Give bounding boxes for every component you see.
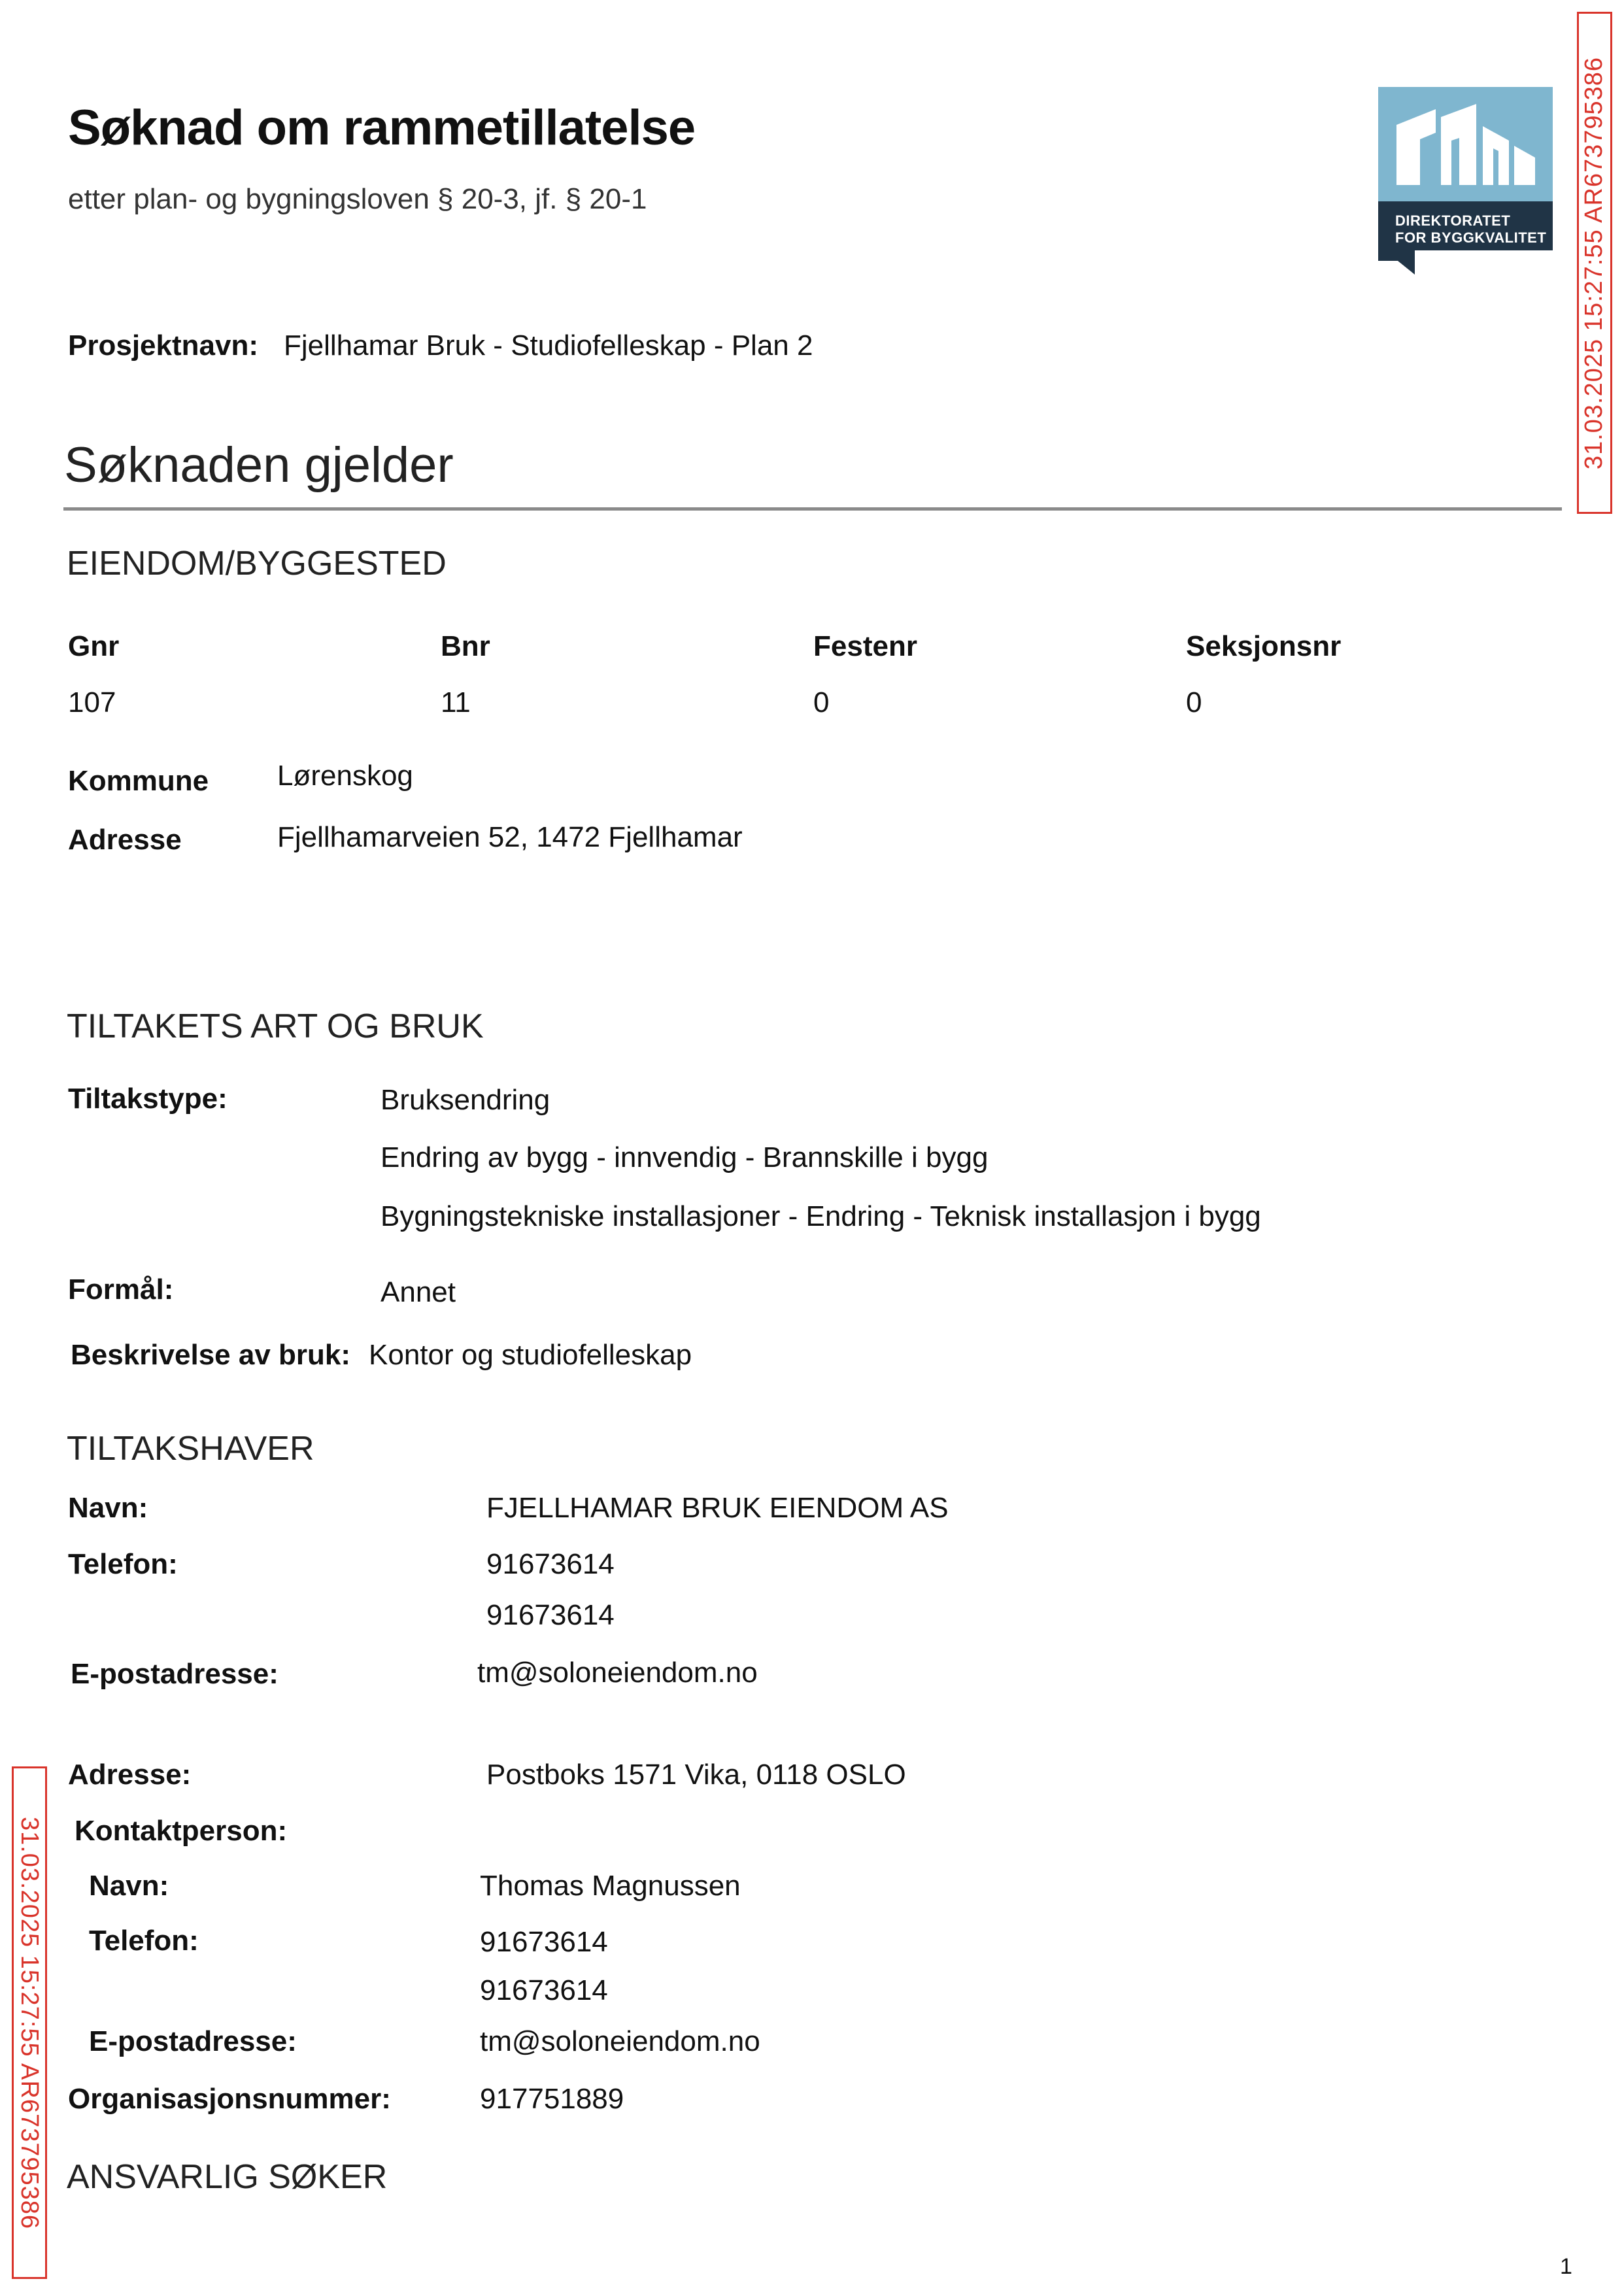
document-subtitle: etter plan- og bygningsloven § 20-3, jf. § 20-1: [68, 183, 647, 215]
document-title: Søknad om rammetillatelse: [68, 100, 696, 156]
kontaktperson-label: Kontaktperson:: [75, 1815, 288, 1847]
timestamp-stamp: [12, 1766, 47, 2279]
bnr-label: Bnr: [441, 630, 490, 662]
tiltakstype-item: Bygningstekniske installasjoner - Endring - Teknisk installasjon i bygg: [381, 1200, 1261, 1232]
kontakt-telefon-value: 91673614: [480, 1974, 608, 2006]
project-name-label: Prosjektnavn:: [68, 329, 258, 362]
tiltak-heading: TILTAKETS ART OG BRUK: [67, 1007, 484, 1045]
gnr-label: Gnr: [68, 630, 120, 662]
timestamp-stamp: [1577, 12, 1612, 514]
tiltakshaver-epost-label: E-postadresse:: [71, 1658, 279, 1690]
kommune-value: Lørenskog: [277, 760, 413, 792]
tiltakshaver-navn-value: FJELLHAMAR BRUK EIENDOM AS: [486, 1492, 949, 1524]
seksjonsnr-value: 0: [1186, 686, 1202, 718]
tiltakshaver-adresse-label: Adresse:: [68, 1759, 192, 1791]
formal-value: Annet: [381, 1276, 456, 1308]
tiltakshaver-telefon-value: 91673614: [486, 1599, 615, 1631]
kontakt-telefon-label: Telefon:: [89, 1925, 199, 1957]
adresse-value: Fjellhamarveien 52, 1472 Fjellhamar: [277, 821, 743, 853]
timestamp-stamp-text: 31.03.2025 15:27:55 AR673795386: [16, 1816, 44, 2229]
adresse-label: Adresse: [68, 824, 182, 856]
kontakt-epost-label: E-postadresse:: [89, 2025, 297, 2057]
section-divider: [63, 507, 1562, 511]
orgnr-value: 917751889: [480, 2083, 624, 2115]
bnr-value: 11: [441, 686, 471, 718]
festenr-value: 0: [813, 686, 830, 718]
logo-line2: FOR BYGGKVALITET: [1395, 229, 1547, 246]
project-name-value: Fjellhamar Bruk - Studiofelleskap - Plan 2: [284, 329, 813, 362]
tiltakshaver-telefon-value: 91673614: [486, 1548, 615, 1580]
tiltakshaver-navn-label: Navn:: [68, 1492, 148, 1524]
gnr-value: 107: [68, 686, 116, 718]
kontakt-epost-value: tm@soloneiendom.no: [480, 2025, 760, 2057]
timestamp-stamp-text: 31.03.2025 15:27:55 AR673795386: [1580, 56, 1608, 469]
tiltakstype-item: Endring av bygg - innvendig - Brannskille i bygg: [381, 1141, 989, 1173]
tiltakshaver-epost-value: tm@soloneiendom.no: [477, 1657, 758, 1689]
tiltakstype-label: Tiltakstype:: [68, 1083, 228, 1115]
kontakt-navn-label: Navn:: [89, 1870, 169, 1902]
tiltakshaver-heading: TILTAKSHAVER: [67, 1430, 314, 1468]
beskrivelse-value: Kontor og studiofelleskap: [369, 1339, 692, 1371]
tiltakshaver-telefon-label: Telefon:: [68, 1548, 178, 1580]
tiltakstype-item: Bruksendring: [381, 1084, 550, 1116]
beskrivelse-label: Beskrivelse av bruk:: [71, 1339, 351, 1371]
ansvarlig-soker-heading: ANSVARLIG SØKER: [67, 2158, 388, 2196]
kontakt-navn-value: Thomas Magnussen: [480, 1870, 741, 1902]
formal-label: Formål:: [68, 1274, 174, 1306]
section-title: Søknaden gjelder: [64, 437, 454, 493]
orgnr-label: Organisasjonsnummer:: [68, 2083, 391, 2115]
festenr-label: Festenr: [813, 630, 917, 662]
eiendom-heading: EIENDOM/BYGGESTED: [67, 545, 447, 582]
logo-line1: DIREKTORATET: [1395, 212, 1511, 229]
kommune-label: Kommune: [68, 765, 209, 797]
page-number: 1: [1560, 2254, 1572, 2279]
tiltakshaver-adresse-value: Postboks 1571 Vika, 0118 OSLO: [486, 1759, 906, 1791]
seksjonsnr-label: Seksjonsnr: [1186, 630, 1342, 662]
kontakt-telefon-value: 91673614: [480, 1926, 608, 1958]
dibk-logo: [1378, 87, 1553, 275]
